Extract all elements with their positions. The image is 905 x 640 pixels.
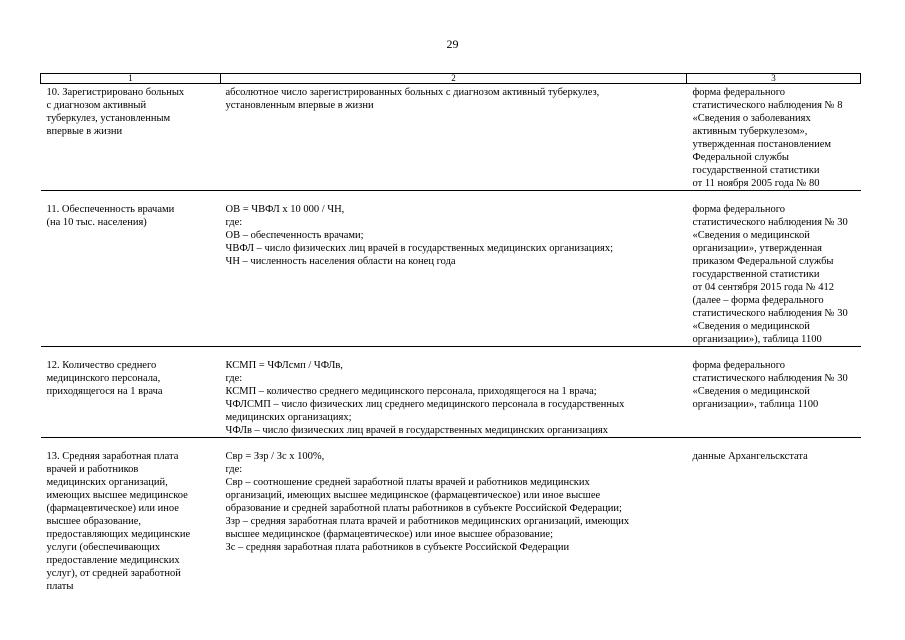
text-line: впервые в жизни — [46, 126, 123, 137]
text-line: Зс – средняя заработная плата работников в субъекте Российской Федерации — [225, 542, 570, 553]
text-line: «Сведения о медицинской — [692, 386, 810, 397]
text-line: Ззр – средняя заработная плата врачей и работников медицинских организаций, имеющих — [225, 516, 630, 527]
text-line: предоставление медицинских — [46, 555, 180, 566]
formula-cell — [221, 84, 687, 191]
text-line: медицинских организаций, — [46, 477, 168, 488]
text-line: КСМП – количество среднего медицинского персонала, приходящегося на 1 врача; — [225, 386, 597, 397]
text-line: «Сведения о заболеваниях — [692, 113, 811, 124]
text-line: 10. Зарегистрировано больных — [46, 87, 185, 98]
text-line: ОВ = ЧВФЛ х 10 000 / ЧН, — [225, 204, 345, 215]
text-line: услуги (обеспечивающих — [46, 542, 161, 553]
text-line: где: — [225, 464, 243, 475]
formula-cell — [221, 438, 687, 594]
text-line: Свр = Ззр / Зс х 100%, — [225, 451, 325, 462]
text-line: имеющих высшее медицинское — [46, 490, 188, 501]
source-cell — [687, 191, 861, 347]
text-line: высшее медицинское (фармацевтическое) или иное высшее образование; — [225, 529, 553, 540]
text-line: «Сведения о медицинской — [692, 321, 810, 332]
text-line: установленным впервые в жизни — [225, 100, 374, 111]
indicator-name-cell — [41, 191, 221, 347]
text-line: 12. Количество среднего — [46, 360, 157, 371]
text-line: организации», таблица 1100 — [692, 399, 819, 410]
text-line: статистического наблюдения № 30 — [692, 308, 848, 319]
text-line: организации»), таблица 1100 — [692, 334, 822, 345]
text-line: активным туберкулезом», — [692, 126, 808, 137]
text-line: утвержденная постановлением — [692, 139, 832, 150]
text-line: форма федерального — [692, 87, 786, 98]
text-line: ЧВФЛ – число физических лиц врачей в государственных медицинских организациях; — [225, 243, 613, 254]
text-line: предоставляющих медицинские — [46, 529, 191, 540]
text-line: ЧФЛв – число физических лиц врачей в государственных медицинских организациях — [225, 425, 609, 436]
text-line: ЧН – численность населения области на конец года — [225, 256, 456, 267]
table-row — [41, 84, 861, 191]
text-line: статистического наблюдения № 30 — [692, 373, 848, 384]
text-line: (на 10 тыс. населения) — [46, 217, 147, 228]
text-line: услуг), от средней заработной — [46, 568, 181, 579]
table-row — [41, 347, 861, 438]
text-line: данные Архангельскстата — [692, 451, 808, 462]
text-line: государственной статистики — [692, 269, 820, 280]
column-number-1: 1 — [41, 74, 221, 84]
text-line: врачей и работников — [46, 464, 139, 475]
indicator-table — [40, 73, 861, 593]
text-line: от 04 сентября 2015 года № 412 — [692, 282, 834, 293]
text-line: от 11 ноября 2005 года № 80 — [692, 178, 820, 189]
text-line: форма федерального — [692, 204, 786, 215]
source-cell — [687, 438, 861, 594]
column-number-2: 2 — [221, 74, 687, 84]
text-line: туберкулез, установленным — [46, 113, 171, 124]
text-line: 13. Средняя заработная плата — [46, 451, 179, 462]
text-line: КСМП = ЧФЛсмп / ЧФЛв, — [225, 360, 343, 371]
text-line: Федеральной службы — [692, 152, 789, 163]
page-number: 29 — [446, 37, 459, 51]
text-line: ОВ – обеспеченность врачами; — [225, 230, 364, 241]
text-line: (фармацевтическое) или иное — [46, 503, 179, 514]
table-row — [41, 438, 861, 594]
source-cell — [687, 347, 861, 438]
text-line: Свр – соотношение средней заработной платы врачей и работников медицинских — [225, 477, 590, 488]
column-number-3: 3 — [687, 74, 861, 84]
text-line: образование и средней заработной платы работников в субъекте Российской Федерации; — [225, 503, 622, 514]
indicator-name-cell — [41, 84, 221, 191]
formula-cell — [221, 191, 687, 347]
indicator-name-cell — [41, 347, 221, 438]
text-line: где: — [225, 217, 243, 228]
column-number-header — [41, 74, 861, 84]
text-line: государственной статистики — [692, 165, 820, 176]
text-line: 11. Обеспеченность врачами — [46, 204, 175, 215]
text-line: платы — [46, 581, 74, 592]
indicator-name-cell — [41, 438, 221, 594]
text-line: приказом Федеральной службы — [692, 256, 834, 267]
formula-cell — [221, 347, 687, 438]
text-line: организации», утвержденная — [692, 243, 823, 254]
source-cell — [687, 84, 861, 191]
text-line: статистического наблюдения № 8 — [692, 100, 843, 111]
text-line: ЧФЛСМП – число физических лиц среднего медицинского персонала в государственных — [225, 399, 625, 410]
text-line: медицинского персонала, — [46, 373, 161, 384]
text-line: абсолютное число зарегистрированных больных с диагнозом активный туберкулез, — [225, 87, 600, 98]
text-line: «Сведения о медицинской — [692, 230, 810, 241]
table-row — [41, 191, 861, 347]
text-line: медицинских организациях; — [225, 412, 352, 423]
text-line: организаций, имеющих высшее медицинское (фармацевтическое) или иное высшее — [225, 490, 601, 501]
text-line: приходящегося на 1 врача — [46, 386, 163, 397]
text-line: с диагнозом активный — [46, 100, 147, 111]
text-line: высшее образование, — [46, 516, 142, 527]
text-line: (далее – форма федерального — [692, 295, 824, 306]
text-line: форма федерального — [692, 360, 786, 371]
text-line: где: — [225, 373, 243, 384]
text-line: статистического наблюдения № 30 — [692, 217, 848, 228]
